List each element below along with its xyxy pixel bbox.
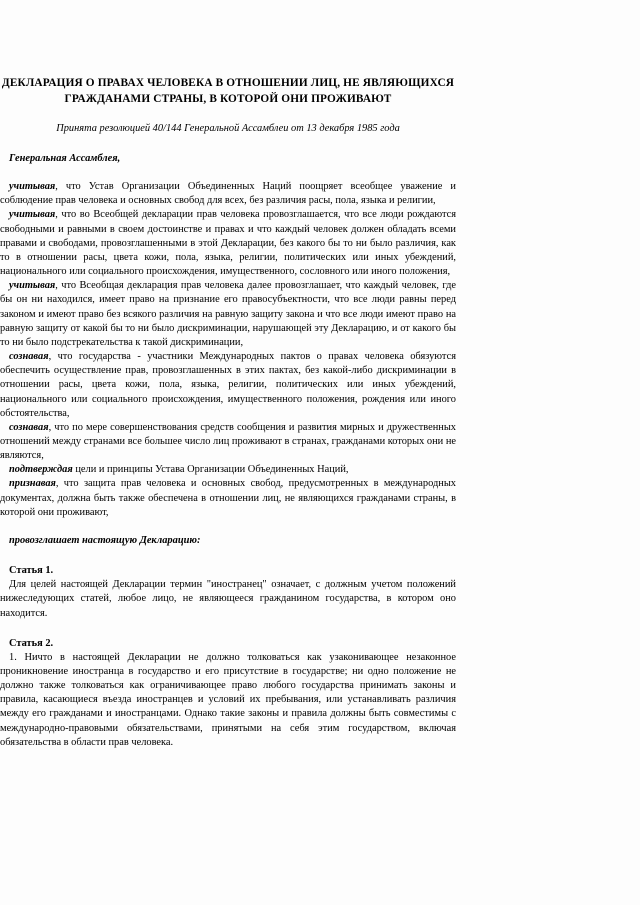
preamble-clause xyxy=(0,477,456,519)
preamble-lead: учитывая xyxy=(9,181,56,193)
preamble-clause xyxy=(0,350,456,421)
article-heading: Статья 1. xyxy=(9,565,54,577)
preamble-text: цели и принципы Устава Организации Объединенных Наций, xyxy=(72,464,349,476)
document-subtitle: Принята резолюцией 40/144 Генеральной Ассамблеи от 13 декабря 1985 года xyxy=(56,123,400,134)
salutation: Генеральная Ассамблея, xyxy=(9,153,121,164)
document-body xyxy=(0,152,456,750)
preamble-lead: подтверждая xyxy=(9,464,73,476)
preamble-clause xyxy=(0,279,456,350)
proclamation-line: провозглашает настоящую Декларацию: xyxy=(9,534,201,546)
preamble-text: , что государства - участники Международных пактов о правах человека обязуются обеспечить осуществление прав, провозглашенных в этих пактах, без какой-либо дискриминации в отношении расы, цвета кожи, пола, языка, религии, политических или иных убеждений, национального или социального происхождения, имущественного положения, рождения или иного обстоятельства, xyxy=(0,351,456,419)
preamble-text: , что во Всеобщей декларации прав человека провозглашается, что все люди рождаются свободными и равными в своем достоинстве и правах и что каждый человек должен обладать всеми правами и свободами, провозглашенными в этой Декларации, без какого бы то ни было различия, как то в отношении расы, цвета кожи, пола, языка, религии, политических или иных убеждений, национального или социального происхождения, имущественного, сословного или иного положения, xyxy=(0,209,456,278)
preamble-lead: признавая xyxy=(9,478,56,490)
preamble-clause xyxy=(0,421,456,463)
preamble-clause xyxy=(0,463,456,477)
preamble-lead: учитывая xyxy=(9,209,56,221)
preamble-text: , что защита прав человека и основных свобод, предусмотренных в международных документах, должна быть также обеспечена в отношении лиц, не являющихся гражданами страны, в которой они проживают, xyxy=(0,478,456,518)
preamble-clause xyxy=(0,180,456,208)
page-title: ДЕКЛАРАЦИЯ О ПРАВАХ ЧЕЛОВЕКА В ОТНОШЕНИИ ЛИЦ, НЕ ЯВЛЯЮЩИХСЯ ГРАЖДАНАМИ СТРАНЫ, В КОТОРОЙ ОНИ ПРОЖИВАЮТ xyxy=(1,77,455,105)
preamble-text: , что по мере совершенствования средств сообщения и развития мирных и дружественных отношений между странами все большее число лиц проживают в странах, гражданами которых они не являются, xyxy=(0,421,456,462)
preamble-text: , что Всеобщая декларация прав человека далее провозглашает, что каждый человек, где бы он ни находился, имеет право на признание его правосубъектности, что все люди равны перед законом и имеют право без всякого различия на равную защиту закона и что все люди имеют право на равную защиту от какой бы то ни было дискриминации, нарушающей эту Декларацию, и от какого бы то ни было подстрекательства к такой дискриминации, xyxy=(0,280,456,348)
preamble-lead: сознавая xyxy=(9,351,49,363)
preamble-lead: сознавая xyxy=(9,421,49,433)
preamble-text: , что Устав Организации Объединенных Наций поощряет всеобщее уважение и соблюдение прав человека и основных свобод для всех, без различия расы, пола, языка и религии, xyxy=(0,181,456,207)
article-body: Для целей настоящей Декларации термин "иностранец" означает, с должным учетом положений нижеследующих статей, любое лицо, не являющееся гражданином государства, в котором оно находится. xyxy=(0,579,456,619)
preamble-clause xyxy=(0,208,456,279)
article-body: 1. Ничто в настоящей Декларации не должно толковаться как узаконивающее незаконное проникновение иностранца в государство и его присутствие в государстве; ни одно положение не должно также толковаться как ограничивающее право любого государства принимать законы и правила, касающиеся въезда иностранцев и условий их пребывания, или устанавливать различия между его гражданами и иностранцами. Однако такие законы и правила должны быть совместимы с международно-правовыми обязательствами, принятыми на себя этим государством, включая обязательства в области прав человека. xyxy=(0,651,456,748)
article-heading: Статья 2. xyxy=(9,637,54,649)
preamble-lead: учитывая xyxy=(9,280,56,292)
